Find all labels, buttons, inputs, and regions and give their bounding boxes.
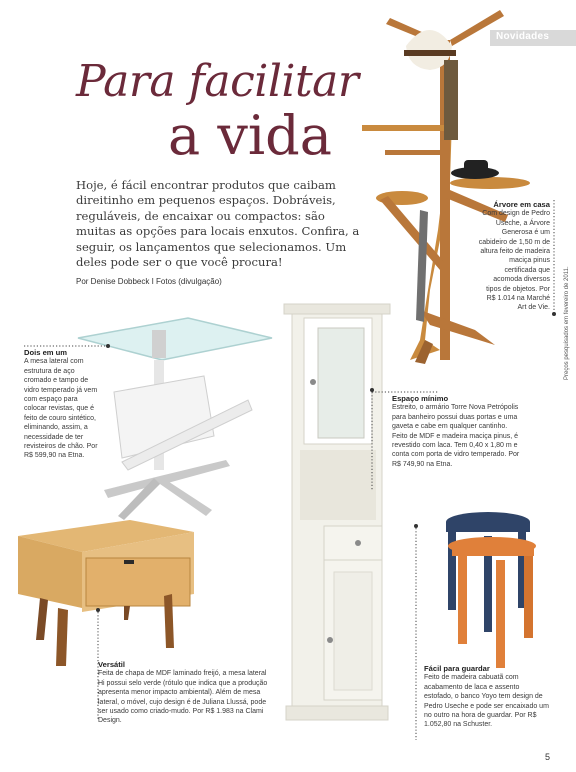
leader-dot — [106, 344, 110, 348]
caption-facil-title: Fácil para guardar — [424, 664, 490, 673]
caption-facil — [424, 664, 550, 730]
leader-dot — [370, 388, 374, 392]
caption-arvore — [478, 200, 550, 313]
caption-versatil-text: Feita de chapa de MDF laminado freijó, a mesa lateral Hi possui selo verde (rótulo que indica que a produção apresenta menor impacto ambiental). Além de mesa lateral, o móvel, cujo design é de Juliana Llussá, pode ser usado como criado-mudo. Por R$ 1.983 na Clami Design. — [98, 670, 268, 725]
caption-dois — [24, 348, 100, 461]
caption-espaco-title: Espaço mínimo — [392, 394, 449, 403]
section-label: Novidades — [496, 31, 550, 42]
caption-espaco-text: Estreito, o armário Torre Nova Petrópolis para banheiro possui duas portas e uma gaveta e cabe em qualquer cantinho. Feito de MDF e madeira maciça pinus, é revestido com laca. Tem 0,40 x 1,80 m e conta com porta de vidro temperado. Por R$ 749,90 na Etna. — [392, 404, 520, 468]
leader-dot — [414, 524, 418, 528]
caption-dois-text: A mesa lateral com estrutura de aço cromado e tampo de vidro temperado já vem com espaço para colocar revistas, que é feito de couro sintético, eliminando, assim, a necessidade de ter revisteiros de chão. Por R$ 599,90 na Etna. — [24, 358, 98, 460]
caption-versatil — [98, 660, 274, 726]
page-number: 5 — [544, 752, 550, 762]
leader-dot — [552, 312, 556, 316]
leader-lines — [24, 200, 554, 740]
stools-image — [446, 512, 536, 668]
caption-arvore-text: Com design de Pedro Useche, a Árvore Generosa é um cabideiro de 1,50 m de altura feito de madeira maciça pinus certificada que acomoda diversos tipos de objetos. Por R$ 1.014 na Marché Art de Vie. — [478, 210, 550, 312]
headline-line1: Para facilitar — [76, 56, 359, 107]
caption-facil-text: Feito de madeira cabuatã com acabamento de laca e assento estofado, o banco Yoyo tem design de Pedro Useche e pode ser encaixado um no outro na hora de guardar. Por R$ 1.052,80 na Schuster. — [424, 674, 549, 729]
caption-versatil-title: Versátil — [98, 660, 126, 669]
cabinet-image — [284, 304, 390, 720]
leader-dot — [96, 608, 100, 612]
caption-dois-title: Dois em um — [24, 348, 68, 357]
intro-text: Hoje, é fácil encontrar produtos que caibam direitinho em pequenos espaços. Dobráveis, reguláveis, de encaixar ou compactos: são muitas as opções para locais enxutos. Confira, a seguir, os lançamentos que selecionamos. Um deles pode ser o que você procura! — [76, 178, 360, 270]
headline-line2: a vida — [168, 104, 332, 167]
glass-table-image — [78, 318, 272, 520]
wood-table-image — [18, 520, 194, 666]
caption-arvore-title: Árvore em casa — [493, 200, 550, 209]
photo-credit: Por Denise Dobbeck I Fotos (divulgação) — [76, 277, 222, 286]
caption-espaco — [392, 394, 522, 469]
price-note: Preços pesquisados em fevereiro de 2011. — [564, 266, 570, 380]
